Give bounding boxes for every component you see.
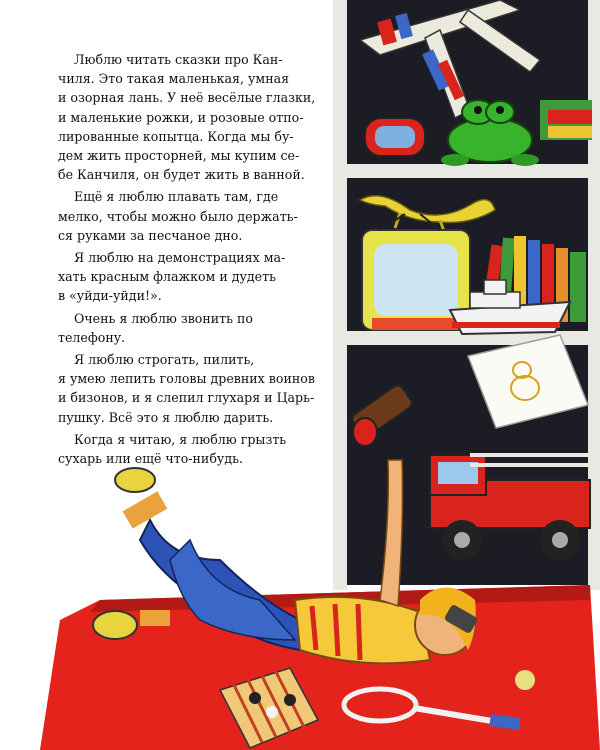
text-line: Люблю читать сказки про Кан-: [74, 52, 283, 67]
diving-mask: [365, 118, 425, 156]
text-line: пушку. Всё это я люблю дарить.: [58, 409, 274, 425]
text-line: и маленькие рожки, и розовые отпо-: [58, 109, 304, 125]
text-line: и бизонов, и я слепил глухаря и Царь-: [58, 390, 315, 406]
text-line: чиля. Это такая маленькая, умная: [58, 71, 290, 87]
text-line: бе Канчиля, он будет жить в ванной.: [58, 167, 305, 183]
text-line: мелко, чтобы можно было держать-: [58, 208, 298, 224]
text-line: Очень я люблю звонить по: [74, 310, 253, 326]
text-line: хать красным флажком и дудеть: [58, 269, 276, 285]
text-line: Я люблю на демонстрациях ма-: [74, 250, 286, 266]
text-line: лированные копытца. Когда мы бу-: [58, 128, 294, 144]
shelf-post-left: [333, 0, 347, 590]
text-line: Когда я читаю, я люблю грызть: [74, 431, 287, 447]
text-line: дем жить просторней, мы купим се-: [58, 148, 300, 164]
shelf-board-1: [333, 164, 600, 178]
text-line: я умею лепить головы древних воинов: [58, 371, 315, 387]
text-line: Я люблю строгать, пилить,: [74, 352, 255, 368]
text-line: в «уйди-уйди!».: [58, 288, 162, 304]
text-line: Ещё я люблю плавать там, где: [74, 189, 279, 205]
text-line: и озорная лань. У неё весёлые глазки,: [58, 90, 316, 106]
text-line: телефону.: [58, 329, 126, 345]
text-line: сухарь или ещё что-нибудь.: [58, 451, 243, 467]
text-line: ся руками за песчаное дно.: [58, 227, 243, 243]
